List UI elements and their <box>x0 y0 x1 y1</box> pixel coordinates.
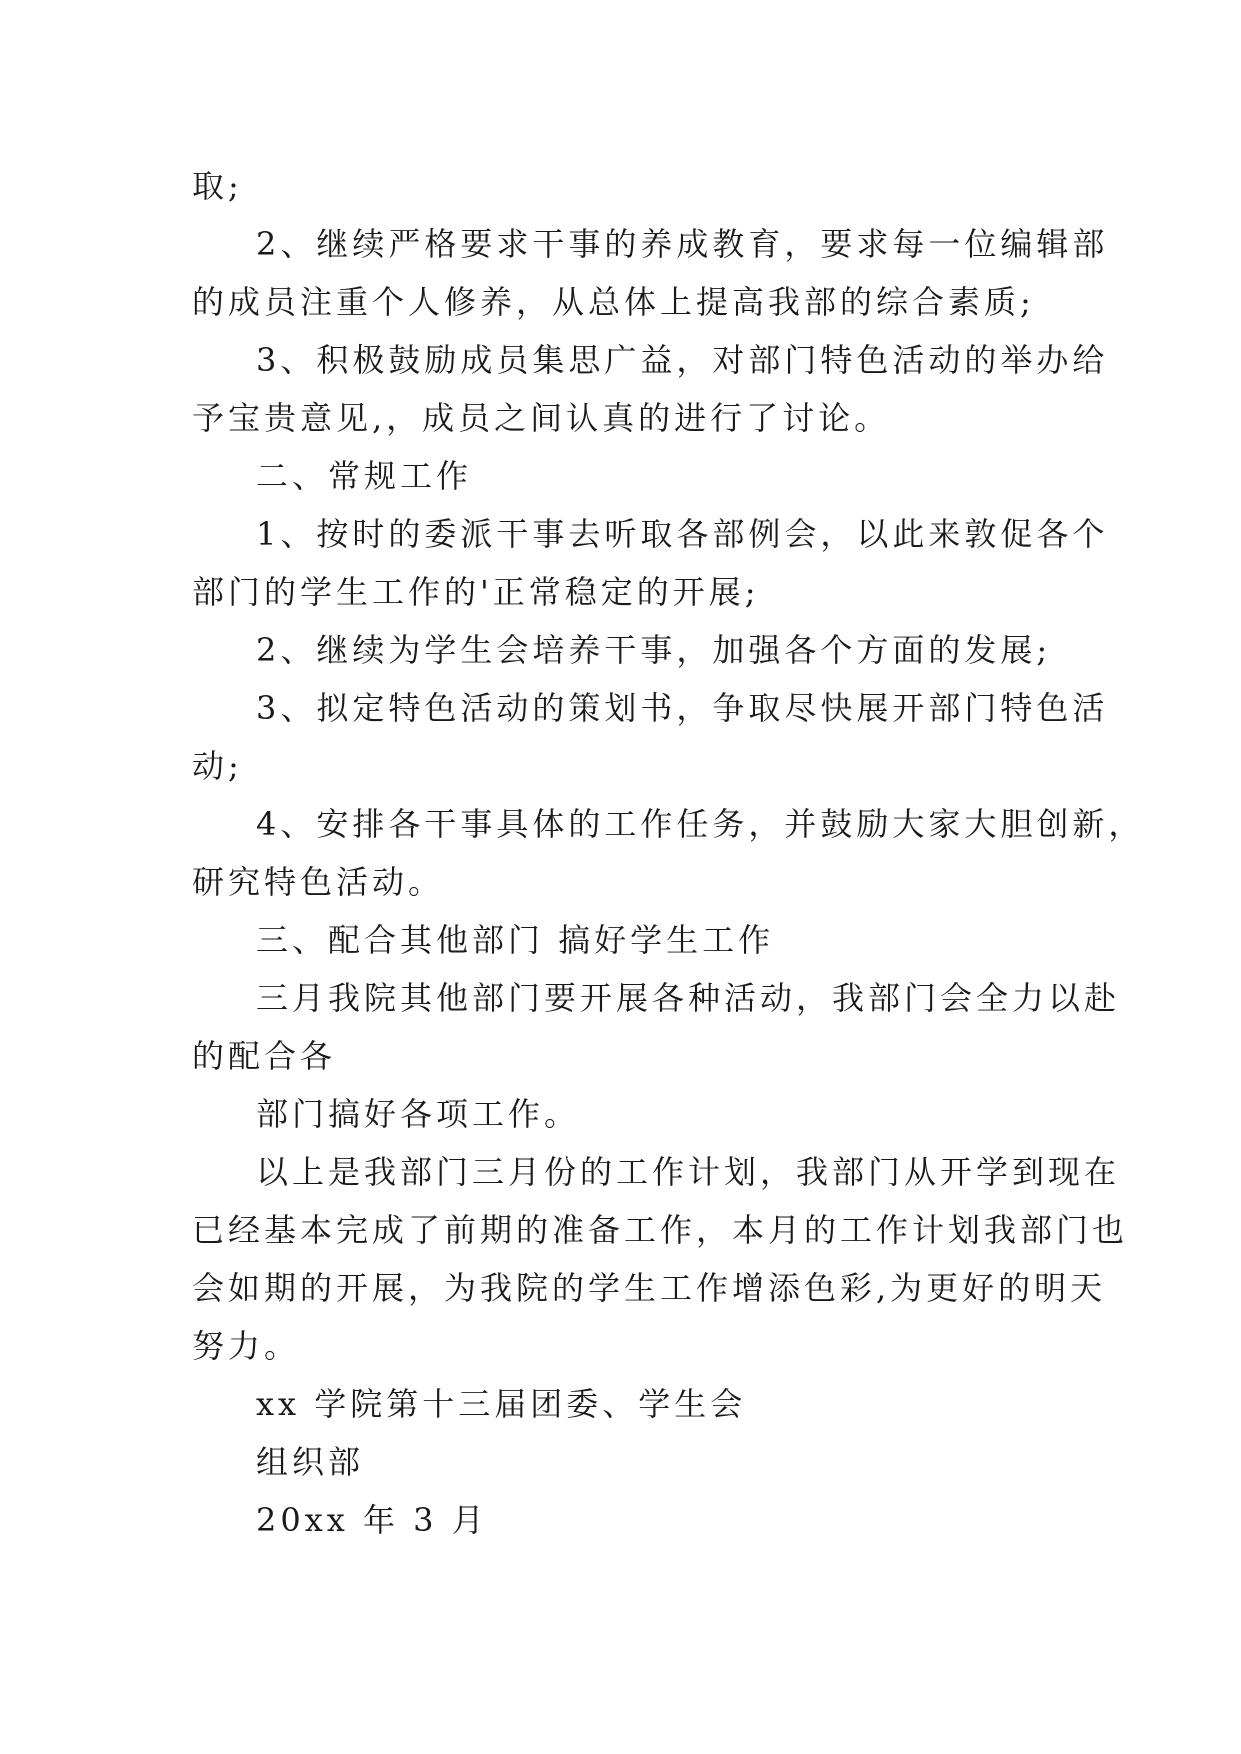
text-line: 以上是我部门三月份的工作计划，我部门从开学到现在 <box>256 1153 1121 1191</box>
section-heading: 三、配合其他部门 搞好学生工作 <box>256 921 775 959</box>
text-line: 部门搞好各项工作。 <box>256 1095 581 1133</box>
text-line: 三月我院其他部门要开展各种活动，我部门会全力以赴 <box>256 979 1121 1017</box>
text-line: 努力。 <box>192 1327 301 1365</box>
text-line: 3、拟定特色活动的策划书，争取尽快展开部门特色活 <box>256 689 1109 727</box>
text-line: 的配合各 <box>192 1037 337 1075</box>
signature-department: 组织部 <box>256 1443 365 1481</box>
text-line: 4、安排各干事具体的工作任务，并鼓励大家大胆创新， <box>256 805 1145 843</box>
text-line: 部门的学生工作的'正常稳定的开展; <box>192 573 760 611</box>
text-line: 1、按时的委派干事去听取各部例会，以此来敦促各个 <box>256 515 1109 553</box>
text-line: 2、继续严格要求干事的养成教育，要求每一位编辑部 <box>256 225 1109 263</box>
text-line: 动; <box>192 747 243 785</box>
section-heading: 二、常规工作 <box>256 457 473 495</box>
signature-organization: xx 学院第十三届团委、学生会 <box>256 1385 747 1423</box>
signature-date: 20xx 年 3 月 <box>256 1501 488 1539</box>
text-line: 取; <box>192 167 243 205</box>
text-line: 的成员注重个人修养，从总体上提高我部的综合素质; <box>192 283 1035 321</box>
text-line: 3、积极鼓励成员集思广益，对部门特色活动的举办给 <box>256 341 1109 379</box>
text-line: 2、继续为学生会培养干事，加强各个方面的发展; <box>256 631 1052 669</box>
text-line: 予宝贵意见,，成员之间认真的进行了讨论。 <box>192 399 891 437</box>
text-line: 会如期的开展，为我院的学生工作增添色彩,为更好的明天 <box>192 1269 1107 1307</box>
text-line: 研究特色活动。 <box>192 863 445 901</box>
text-line: 已经基本完成了前期的准备工作，本月的工作计划我部门也 <box>192 1211 1129 1249</box>
